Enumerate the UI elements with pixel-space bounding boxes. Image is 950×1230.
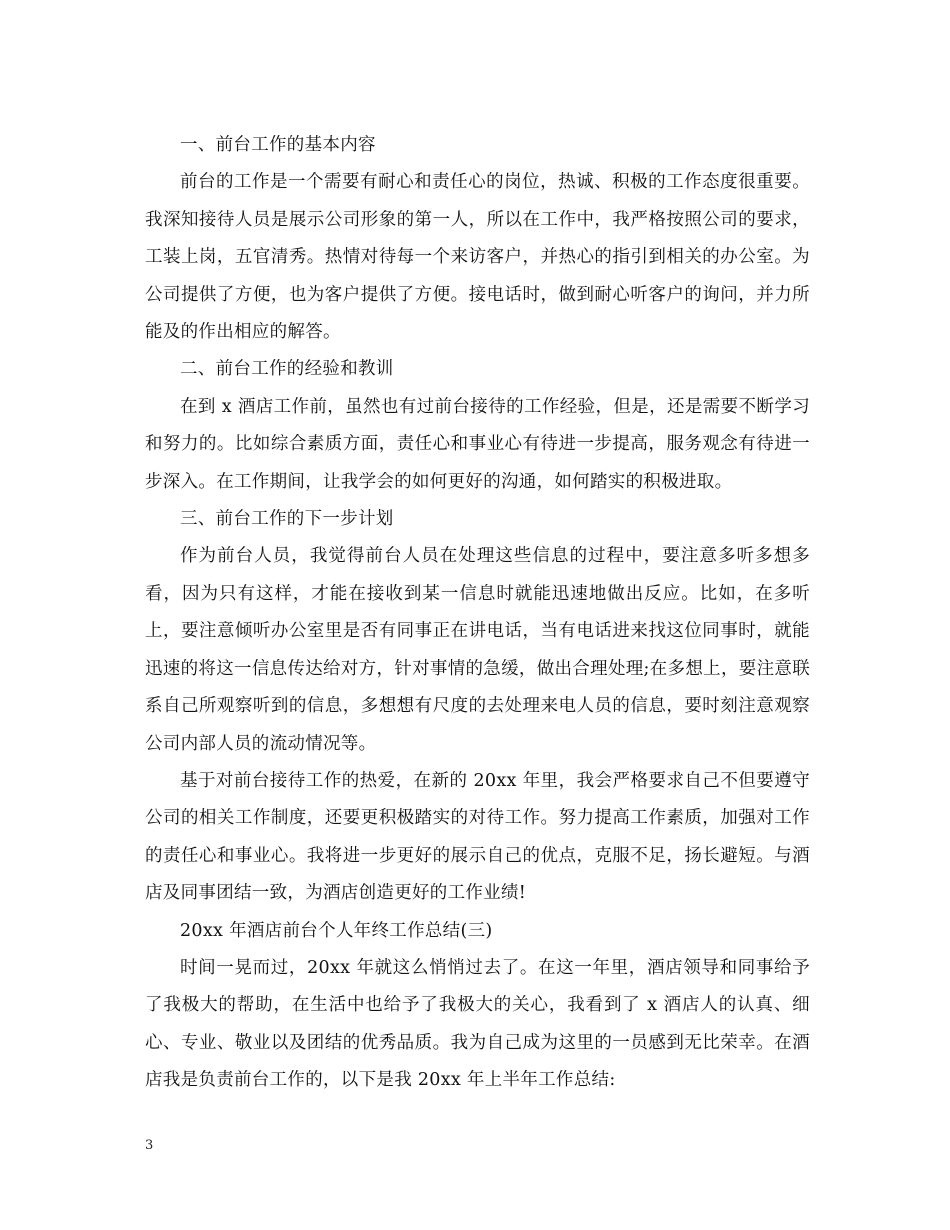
section-heading-3: 三、前台工作的下一步计划 [180,509,394,530]
section-heading-2: 二、前台工作的经验和教训 [180,359,394,380]
paragraph-2: 在到 x 酒店工作前，虽然也有过前台接待的工作经验，但是，还是需要不断学习和努力的。比如综合素质方面，责任心和事业心有待进一步提高，服务观念有待进一步深入。在工作期间，让我学会的如何更好的沟通，如何踏实的积极进取。 [145,396,810,492]
document-subtitle: 20xx 年酒店前台个人年终工作总结(三) [180,920,493,941]
paragraph-4: 基于对前台接待工作的热爱，在新的 20xx 年里，我会严格要求自己不但要遵守公司的相关工作制度，还要更积极踏实的对待工作。努力提高工作素质，加强对工作的责任心和事业心。我将进一步更好的展示自己的优点，克服不足，扬长避短。与酒店及同事团结一致，为酒店创造更好的工作业绩! [145,770,810,904]
paragraph-1: 前台的工作是一个需要有耐心和责任心的岗位，热诚、积极的工作态度很重要。我深知接待人员是展示公司形象的第一人，所以在工作中，我严格按照公司的要求，工装上岗，五官清秀。热情对待每一个来访客户，并热心的指引到相关的办公室。为公司提供了方便，也为客户提供了方便。接电话时，做到耐心听客户的询问，并力所能及的作出相应的解答。 [145,172,810,343]
document-body [145,127,810,1100]
page-number: 3 [145,1138,154,1153]
paragraph-3: 作为前台人员，我觉得前台人员在处理这些信息的过程中，要注意多听多想多看，因为只有这样，才能在接收到某一信息时就能迅速地做出反应。比如，在多听上，要注意倾听办公室里是否有同事正在讲电话，当有电话进来找这位同事时，就能迅速的将这一信息传达给对方，针对事情的急缓，做出合理处理;在多想上，要注意联系自己所观察听到的信息，多想想有尺度的去处理来电人员的信息，要时刻注意观察公司内部人员的流动情况等。 [145,546,810,754]
paragraph-5: 时间一晃而过，20xx 年就这么悄悄过去了。在这一年里，酒店领导和同事给予了我极大的帮助，在生活中也给予了我极大的关心，我看到了 x 酒店人的认真、细心、专业、敬业以及团结的优秀品质。我为自己成为这里的一员感到无比荣幸。在酒店我是负责前台工作的，以下是我 20xx 年上半年工作总结: [145,957,810,1091]
section-heading-1: 一、前台工作的基本内容 [180,135,376,155]
